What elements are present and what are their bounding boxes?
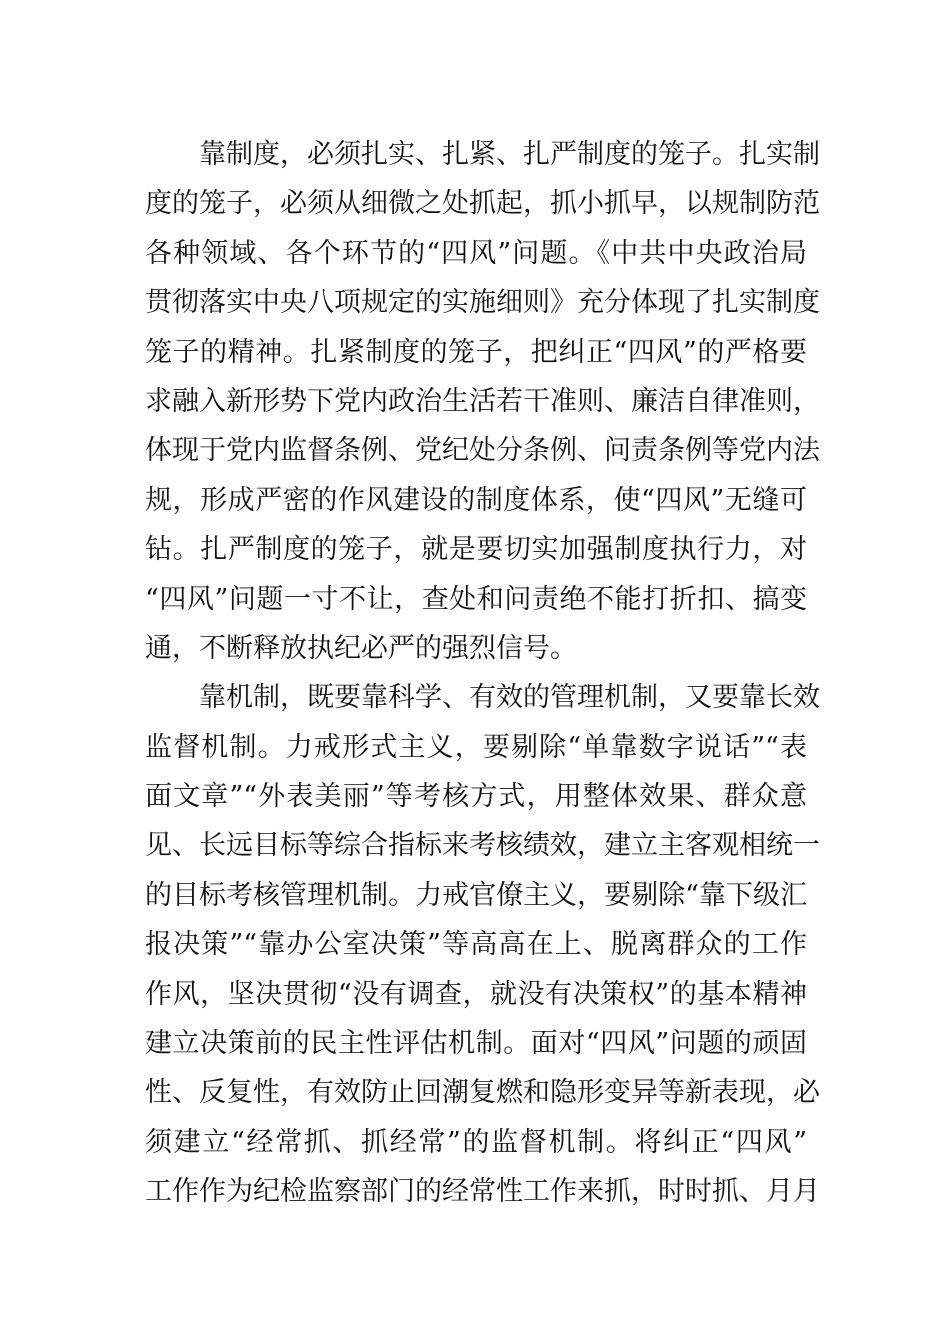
text-line: 钻。扎严制度的笼子，就是要切实加强制度执行力，对 bbox=[145, 534, 807, 566]
text-line: 靠制度，必须扎实、扎紧、扎严制度的笼子。扎实制 bbox=[145, 139, 820, 170]
text-line: 贯彻落实中央八项规定的实施细则》充分体现了扎实制度 bbox=[145, 287, 820, 319]
text-line: 求融入新形势下党内政治生活若干准则、廉洁自律准则， bbox=[145, 385, 820, 417]
text-line: 的目标考核管理机制。力戒官僚主义，要剔除“靠下级汇 bbox=[145, 879, 807, 911]
text-line: 工作作为纪检监察部门的经常性工作来抓，时时抓、月月 bbox=[145, 1176, 820, 1208]
text-line: 面文章”“外表美丽”等考核方式，用整体效果、群众意 bbox=[145, 781, 807, 813]
text-line: 建立决策前的民主性评估机制。面对“四风”问题的顽固 bbox=[145, 1028, 807, 1060]
text-line: 性、反复性，有效防止回潮复燃和隐形变异等新表现，必 bbox=[145, 1077, 820, 1109]
text-line: 各种领域、各个环节的“四风”问题。《中共中央政治局 bbox=[145, 237, 807, 269]
text-line: 体现于党内监督条例、党纪处分条例、问责条例等党内法 bbox=[145, 435, 820, 467]
text-line: “四风”问题一寸不让，查处和问责绝不能打折扣、搞变 bbox=[145, 583, 807, 615]
text-line: 笼子的精神。扎紧制度的笼子，把纠正“四风”的严格要 bbox=[145, 336, 807, 368]
text-line: 报决策”“靠办公室决策”等高高在上、脱离群众的工作 bbox=[145, 929, 807, 961]
text-line: 度的笼子，必须从细微之处抓起，抓小抓早，以规制防范 bbox=[145, 188, 820, 220]
document-body bbox=[145, 130, 820, 1217]
text-line: 监督机制。力戒形式主义，要剔除“单靠数字说话”“表 bbox=[145, 731, 807, 763]
text-line: 作风，坚决贯彻“没有调查，就没有决策权”的基本精神 bbox=[145, 978, 807, 1010]
text-line: 靠机制，既要靠科学、有效的管理机制，又要靠长效 bbox=[145, 682, 820, 714]
text-line: 见、长远目标等综合指标来考核绩效，建立主客观相统一 bbox=[145, 830, 820, 862]
text-line: 规，形成严密的作风建设的制度体系，使“四风”无缝可 bbox=[145, 484, 807, 516]
text-line: 通，不断释放执纪必严的强烈信号。 bbox=[145, 632, 577, 664]
text-line: 须建立“经常抓、抓经常”的监督机制。将纠正“四风” bbox=[145, 1126, 807, 1158]
